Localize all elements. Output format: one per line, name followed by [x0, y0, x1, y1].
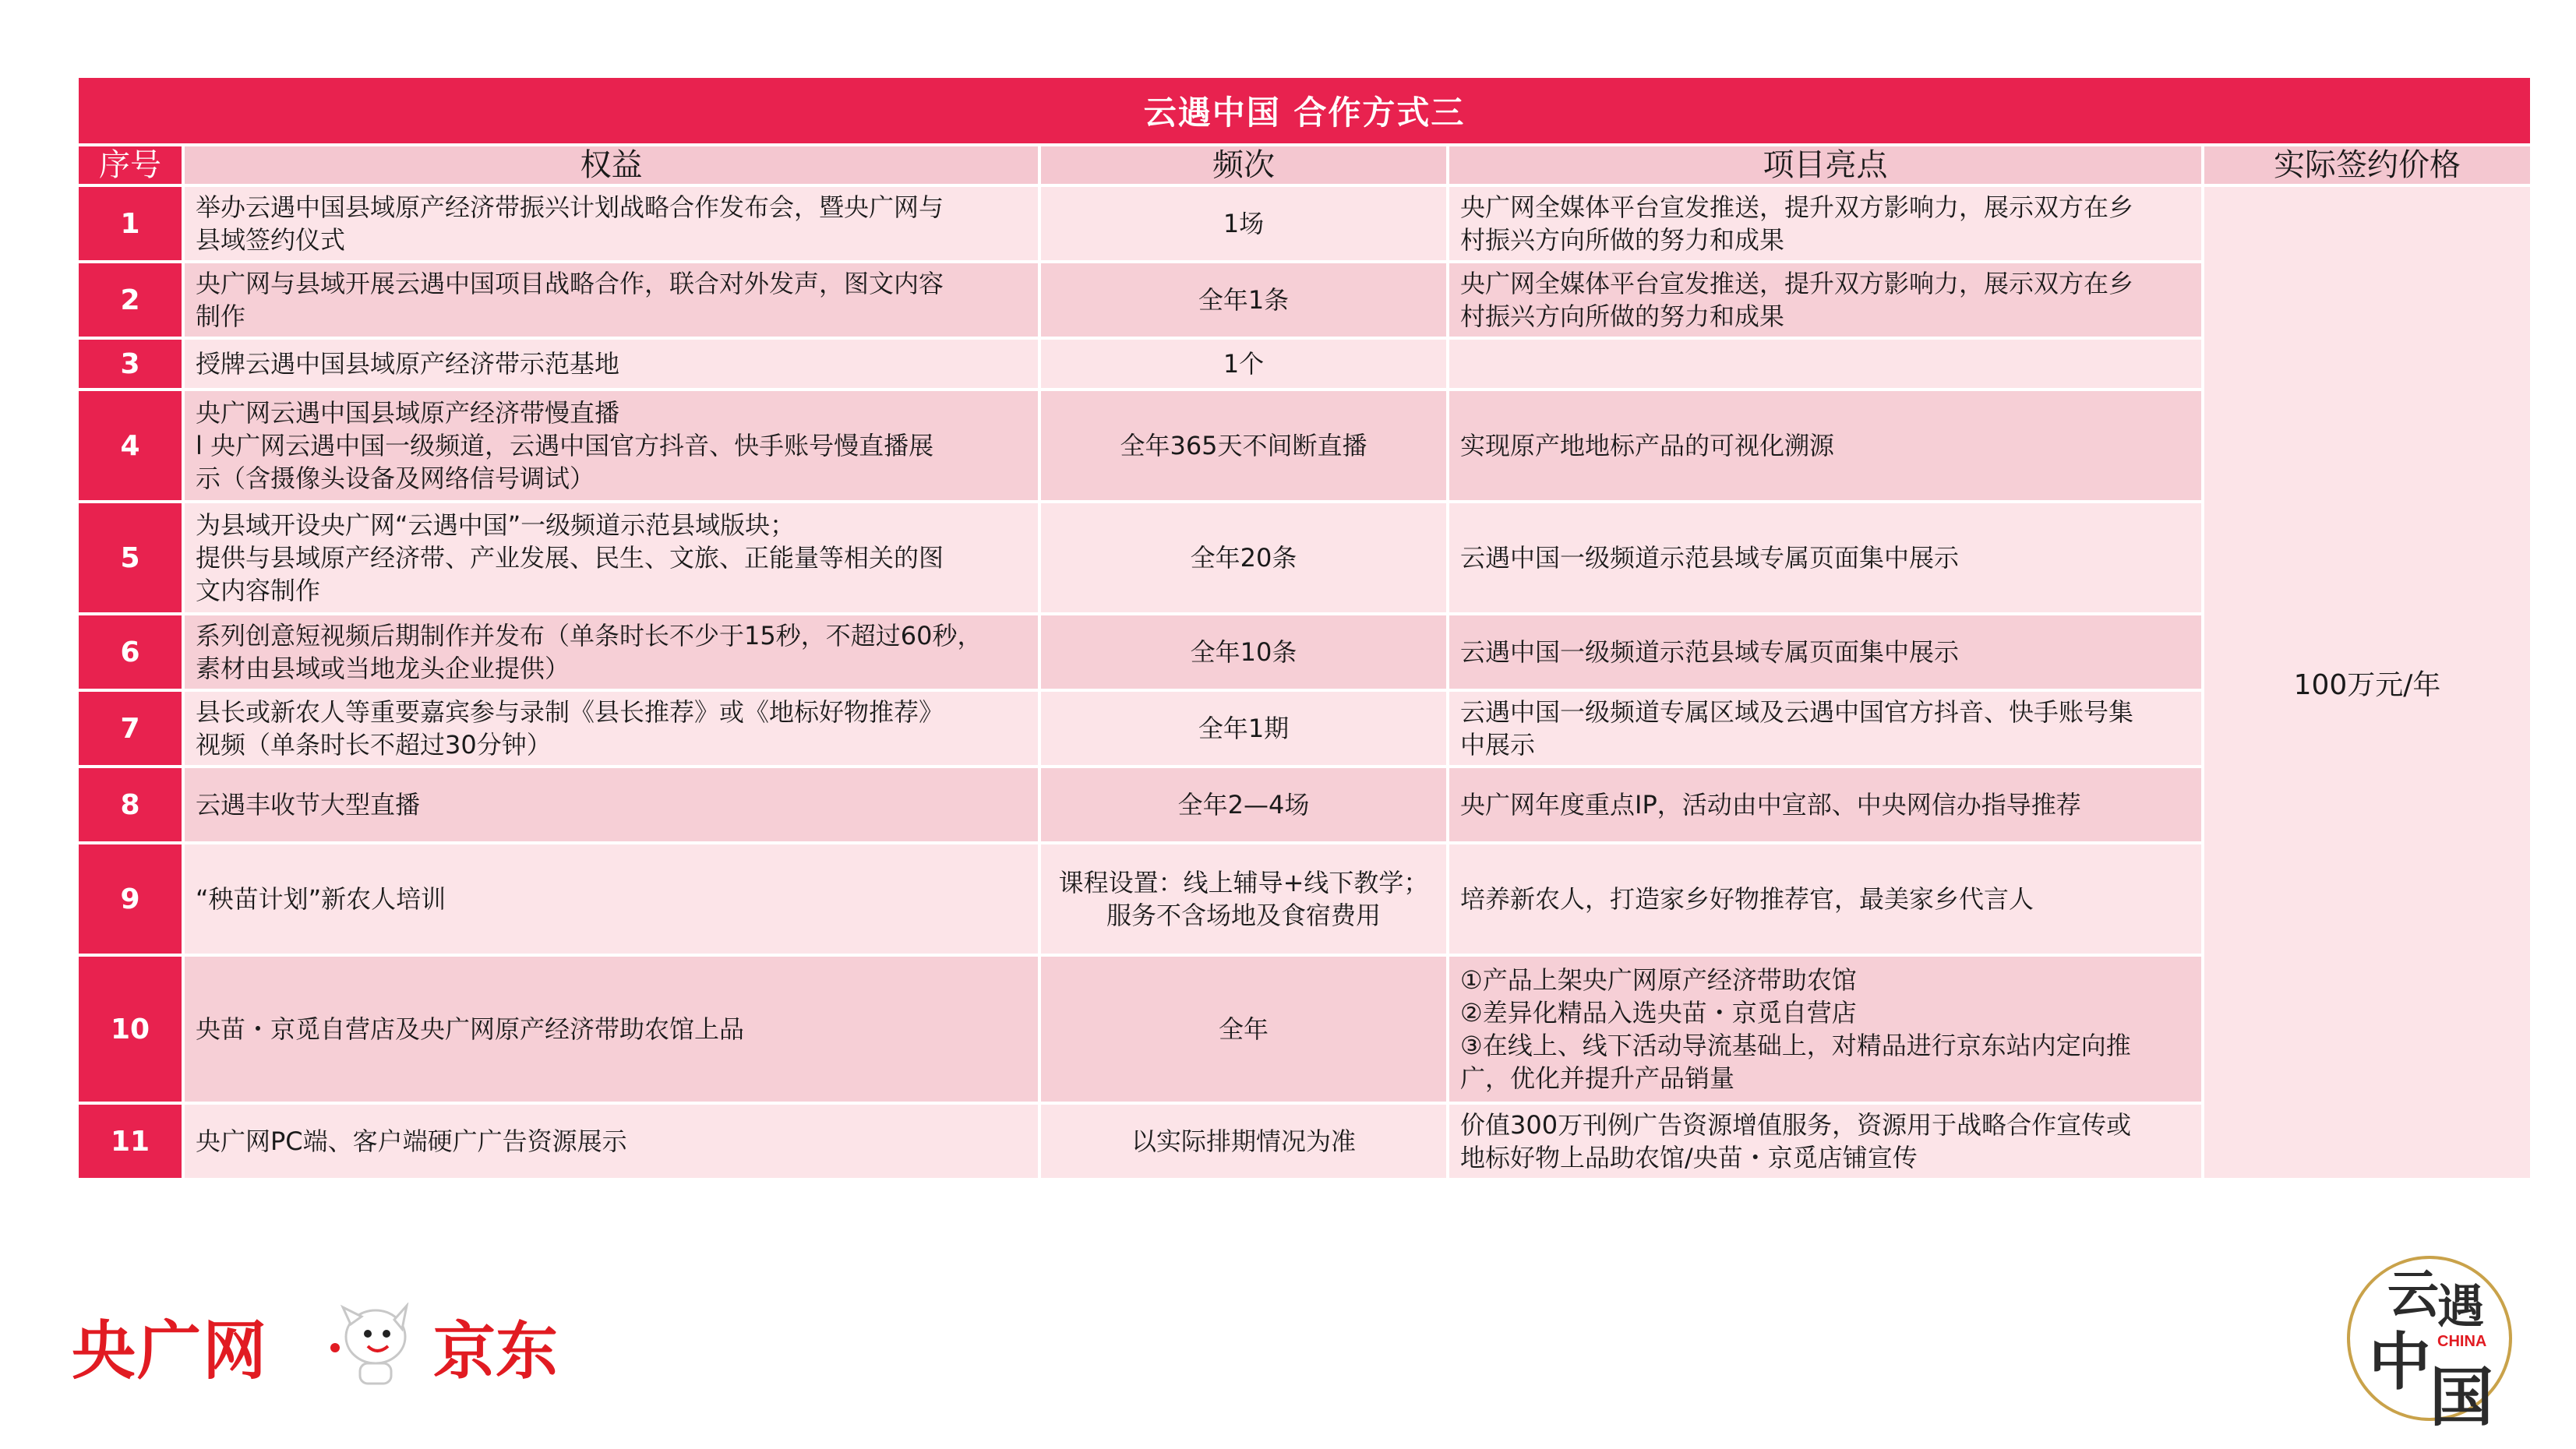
- frequency-cell-line: 全年1条: [1198, 285, 1290, 315]
- row-index: 10: [79, 957, 182, 1102]
- table-row: [79, 768, 2530, 841]
- highlight-cell-line: 云遇中国一级频道示范县域专属页面集中展示: [1460, 637, 1960, 667]
- benefit-cell-line: 授牌云遇中国县域原产经济带示范基地: [196, 349, 620, 379]
- highlight-cell: [1449, 187, 2201, 260]
- benefit-cell-line: 云遇丰收节大型直播: [196, 790, 421, 820]
- row-index: 4: [79, 391, 182, 500]
- frequency-cell-line: 全年2—4场: [1177, 790, 1310, 820]
- header-highlight: 项目亮点: [1449, 146, 2201, 184]
- benefit-cell-line: 为县域开设央广网“云遇中国”一级频道示范县域版块；: [196, 510, 796, 540]
- frequency-cell: [1041, 692, 1446, 765]
- highlight-cell-line: ②差异化精品入选央苗・京觅自营店: [1460, 998, 1857, 1028]
- frequency-cell: [1041, 340, 1446, 388]
- table-body: [79, 187, 2530, 1178]
- cnr-logo: 央广网: [72, 1314, 269, 1388]
- frequency-cell-line: 1场: [1223, 209, 1265, 238]
- header-frequency: 频次: [1041, 146, 1446, 184]
- highlight-cell-line: 价值300万刊例广告资源增值服务，资源用于战略合作宣传或: [1460, 1110, 2132, 1140]
- row-index: 2: [79, 263, 182, 337]
- benefit-cell: [185, 615, 1038, 689]
- highlight-cell: [1449, 503, 2201, 612]
- row-index: 5: [79, 503, 182, 612]
- badge-char-2: 遇: [2437, 1280, 2484, 1334]
- benefit-cell-line: 素材由县域或当地龙头企业提供）: [196, 654, 570, 683]
- row-index: 6: [79, 615, 182, 689]
- price-cell: 100万元/年: [2204, 187, 2530, 1178]
- row-index: 11: [79, 1105, 182, 1178]
- highlight-cell: [1449, 391, 2201, 500]
- benefit-cell: [185, 768, 1038, 841]
- table-row: [79, 263, 2530, 337]
- highlight-cell: [1449, 340, 2201, 388]
- benefit-cell-line: 提供与县域原产经济带、产业发展、民生、文旅、正能量等相关的图: [196, 543, 944, 573]
- row-index: 3: [79, 340, 182, 388]
- benefit-cell: [185, 391, 1038, 500]
- row-index: 8: [79, 768, 182, 841]
- table-row: [79, 844, 2530, 954]
- header-price: 实际签约价格: [2204, 146, 2530, 184]
- benefit-cell: [185, 844, 1038, 954]
- frequency-cell-line: 课程设置：线上辅导+线下教学；: [1058, 868, 1429, 897]
- benefit-cell-line: 县长或新农人等重要嘉宾参与录制《县长推荐》或《地标好物推荐》: [196, 697, 944, 727]
- row-index: 9: [79, 844, 182, 954]
- table-row: [79, 391, 2530, 500]
- highlight-cell-line: 央广网全媒体平台宣发推送，提升双方影响力，展示双方在乡: [1460, 192, 2134, 222]
- frequency-cell: [1041, 844, 1446, 954]
- benefit-cell-line: 央广网与县域开展云遇中国项目战略合作，联合对外发声，图文内容: [196, 269, 944, 298]
- badge-char-1: 云: [2387, 1264, 2439, 1324]
- benefit-cell-line: 系列创意短视频后期制作并发布（单条时长不少于15秒，不超过60秒，: [196, 621, 983, 650]
- highlight-cell-line: 央广网全媒体平台宣发推送，提升双方影响力，展示双方在乡: [1460, 269, 2134, 298]
- benefit-cell: [185, 503, 1038, 612]
- badge-char-3: 中: [2369, 1325, 2431, 1398]
- benefit-cell-line: l 央广网云遇中国一级频道，云遇中国官方抖音、快手账号慢直播展: [196, 431, 934, 460]
- frequency-cell: [1041, 957, 1446, 1102]
- highlight-cell-line: 云遇中国一级频道示范县域专属页面集中展示: [1460, 543, 1960, 573]
- highlight-cell-line: 中展示: [1460, 730, 1536, 760]
- benefit-cell-line: 县域签约仪式: [196, 225, 346, 255]
- benefit-cell-line: 举办云遇中国县域原产经济带振兴计划战略合作发布会，暨央广网与: [196, 192, 944, 222]
- benefit-cell-line: 央广网PC端、客户端硬广广告资源展示: [196, 1126, 627, 1156]
- benefit-cell-line: 制作: [196, 301, 246, 331]
- benefit-cell-line: 央广网云遇中国县域原产经济带慢直播: [196, 398, 620, 428]
- highlight-cell-line: 村振兴方向所做的努力和成果: [1460, 301, 1785, 331]
- jd-dog-icon: [327, 1303, 421, 1388]
- frequency-cell-line: 服务不含场地及食宿费用: [1106, 901, 1381, 930]
- frequency-cell: [1041, 768, 1446, 841]
- table-row: [79, 187, 2530, 260]
- highlight-cell-line: ③在线上、线下活动导流基础上，对精品进行京东站内定向推: [1460, 1031, 2131, 1060]
- highlight-cell-line: 实现原产地地标产品的可视化溯源: [1460, 431, 1835, 460]
- benefit-cell-line: 央苗・京觅自营店及央广网原产经济带助农馆上品: [196, 1014, 745, 1044]
- highlight-cell: [1449, 692, 2201, 765]
- table-title: 云遇中国 合作方式三: [79, 78, 2530, 143]
- frequency-cell-line: 全年10条: [1190, 637, 1297, 667]
- badge-char-4: 国: [2430, 1360, 2494, 1433]
- highlight-cell: [1449, 844, 2201, 954]
- table-row: [79, 340, 2530, 388]
- benefit-cell: [185, 263, 1038, 337]
- table-row: [79, 1105, 2530, 1178]
- frequency-cell: [1041, 615, 1446, 689]
- benefit-cell-line: 示（含摄像头设备及网络信号调试）: [196, 464, 595, 493]
- frequency-cell: [1041, 1105, 1446, 1178]
- frequency-cell: [1041, 263, 1446, 337]
- table-row: [79, 503, 2530, 612]
- highlight-cell-line: ①产品上架央广网原产经济带助农馆: [1460, 965, 1857, 995]
- yunyu-china-badge: [2336, 1246, 2523, 1433]
- cooperation-table-wrap: [79, 78, 2518, 1178]
- badge-sub-text: CHINA: [2437, 1333, 2487, 1350]
- highlight-cell-line: 村振兴方向所做的努力和成果: [1460, 225, 1785, 255]
- frequency-cell: [1041, 187, 1446, 260]
- benefit-cell-line: “秧苗计划”新农人培训: [196, 884, 446, 914]
- jd-logo: 京东: [433, 1315, 558, 1387]
- highlight-cell: [1449, 957, 2201, 1102]
- highlight-cell-line: 培养新农人，打造家乡好物推荐官，最美家乡代言人: [1460, 884, 2034, 914]
- frequency-cell-line: 全年365天不间断直播: [1120, 431, 1367, 460]
- frequency-cell: [1041, 391, 1446, 500]
- frequency-cell-line: 全年1期: [1198, 714, 1290, 743]
- benefit-cell: [185, 187, 1038, 260]
- cooperation-table: [76, 75, 2533, 1181]
- frequency-cell-line: 全年20条: [1190, 543, 1297, 573]
- frequency-cell: [1041, 503, 1446, 612]
- benefit-cell-line: 视频（单条时长不超过30分钟）: [196, 730, 552, 760]
- benefit-cell: [185, 340, 1038, 388]
- header-index: 序号: [79, 146, 182, 184]
- row-index: 7: [79, 692, 182, 765]
- highlight-cell: [1449, 1105, 2201, 1178]
- benefit-cell: [185, 957, 1038, 1102]
- highlight-cell: [1449, 263, 2201, 337]
- benefit-cell: [185, 692, 1038, 765]
- frequency-cell-line: 以实际排期情况为准: [1131, 1126, 1356, 1156]
- benefit-cell-line: 文内容制作: [196, 576, 321, 605]
- highlight-cell-line: 央广网年度重点IP，活动由中宣部、中央网信办指导推荐: [1460, 790, 2081, 820]
- benefit-cell: [185, 1105, 1038, 1178]
- table-row: [79, 692, 2530, 765]
- row-index: 1: [79, 187, 182, 260]
- header-benefit: 权益: [185, 146, 1038, 184]
- table-row: [79, 615, 2530, 689]
- highlight-cell-line: 云遇中国一级频道专属区域及云遇中国官方抖音、快手账号集: [1460, 697, 2134, 727]
- highlight-cell: [1449, 768, 2201, 841]
- frequency-cell-line: 1个: [1223, 349, 1265, 379]
- frequency-cell-line: 全年: [1218, 1014, 1269, 1044]
- highlight-cell-line: 广，优化并提升产品销量: [1460, 1063, 1735, 1093]
- highlight-cell-line: 地标好物上品助农馆/央苗・京觅店铺宣传: [1460, 1143, 1918, 1172]
- highlight-cell: [1449, 615, 2201, 689]
- table-row: [79, 957, 2530, 1102]
